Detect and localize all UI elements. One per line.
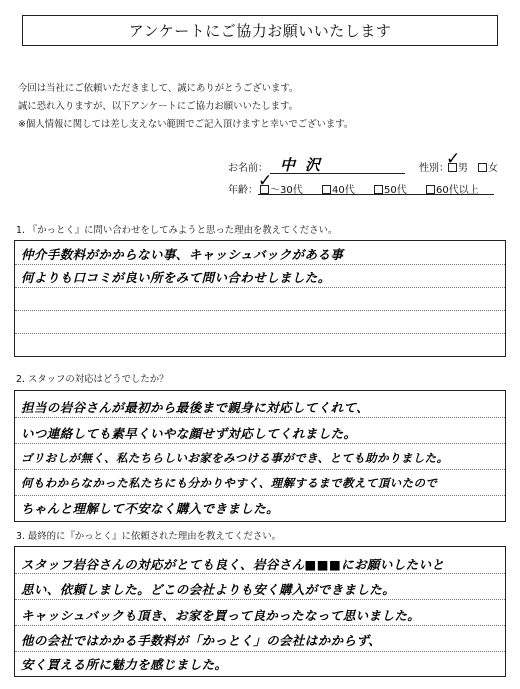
answer-line-rule xyxy=(15,495,505,496)
checkbox-icon xyxy=(478,163,487,172)
answer-line-rule xyxy=(15,287,505,288)
name-value: 中沢 xyxy=(280,156,331,174)
answer-3-line: スタッフ岩谷さんの対応がとても良く、岩谷さん■■■にお願いしたいと xyxy=(21,557,445,572)
checkbox-icon xyxy=(426,185,435,194)
answer-3-line: キャッシュバックも頂き、お家を買って良かったなって思いました。 xyxy=(21,608,421,623)
answer-1-line: 何よりも口コミが良い所をみて問い合わせしました。 xyxy=(21,270,331,285)
check-mark-icon: ✓ xyxy=(258,171,273,191)
answer-1-line: 仲介手数料がかからない事、キャッシュバックがある事 xyxy=(21,247,344,262)
answer-1-box xyxy=(14,240,506,357)
answer-line-rule xyxy=(15,417,505,418)
gender-label: 性別： xyxy=(419,163,449,174)
answer-3-box xyxy=(14,546,506,677)
answer-2-line: 担当の岩谷さんが最初から最後まで親身に対応してくれて、 xyxy=(21,400,370,415)
answer-line-rule xyxy=(15,469,505,470)
age-underline xyxy=(258,194,494,195)
age-option-60s-plus: 60代以上 xyxy=(426,181,479,196)
name-label: お名前： xyxy=(228,163,268,174)
answer-line-rule xyxy=(15,651,505,652)
checkbox-icon xyxy=(322,185,331,194)
intro-line: ※個人情報に関しては差し支えない範囲でご記入頂けますと幸いでございます。 xyxy=(18,119,354,130)
answer-2-line: ゴリおしが無く、私たちらしいお家をみつける事ができ、とても助かりました。 xyxy=(21,451,449,465)
intro-line: 誠に恐れ入りますが、以下アンケートにご協力お願いいたします。 xyxy=(18,101,298,112)
question-1-label: 1. 『かっとく』に問い合わせをしてみようと思った理由を教えてください。 xyxy=(16,225,338,236)
name-underline xyxy=(270,173,405,174)
age-option-50s: 50代 xyxy=(374,181,407,196)
question-2-label: 2. スタッフの対応はどうでしたか？ xyxy=(16,374,169,385)
age-option-30s: ～30代 xyxy=(260,181,303,196)
answer-2-line: 何もわからなかった私たちにも分かりやすく、理解するまで教えて頂いたので xyxy=(21,476,438,490)
age-option-40s: 40代 xyxy=(322,181,355,196)
gender-option-female: 女 xyxy=(478,159,498,174)
answer-line-rule xyxy=(15,333,505,334)
answer-2-line: ちゃんと理解して不安なく購入できました。 xyxy=(21,501,280,516)
answer-2-line: いつ連絡しても素早くいやな顔せず対応してくれました。 xyxy=(21,426,357,441)
question-3-label: 3. 最終的に『かっとく』に依頼された理由を教えてください。 xyxy=(16,531,282,542)
answer-3-line: 思い、依頼しました。どこの会社よりも安く購入ができました。 xyxy=(21,582,396,597)
answer-line-rule xyxy=(15,573,505,574)
answer-3-line: 他の会社ではかかる手数料が「かっとく」の会社はかからず、 xyxy=(21,633,382,648)
check-mark-icon: ✓ xyxy=(446,149,461,169)
answer-line-rule xyxy=(15,443,505,444)
checkbox-icon xyxy=(374,185,383,194)
answer-line-rule xyxy=(15,599,505,600)
intro-line: 今回は当社にご依頼いただきまして、誠にありがとうございます。 xyxy=(18,83,299,94)
answer-line-rule xyxy=(15,310,505,311)
gender-option-male: 男 xyxy=(448,159,468,174)
survey-title: アンケートにご協力お願いいたします xyxy=(22,15,498,46)
age-label: 年齢： xyxy=(228,185,258,196)
intro-text xyxy=(18,80,508,134)
answer-2-box xyxy=(14,390,506,522)
answer-line-rule xyxy=(15,264,505,265)
respondent-profile xyxy=(228,149,508,197)
answer-3-line: 安く買える所に魅力を感じました。 xyxy=(21,657,228,672)
answer-line-rule xyxy=(15,625,505,626)
